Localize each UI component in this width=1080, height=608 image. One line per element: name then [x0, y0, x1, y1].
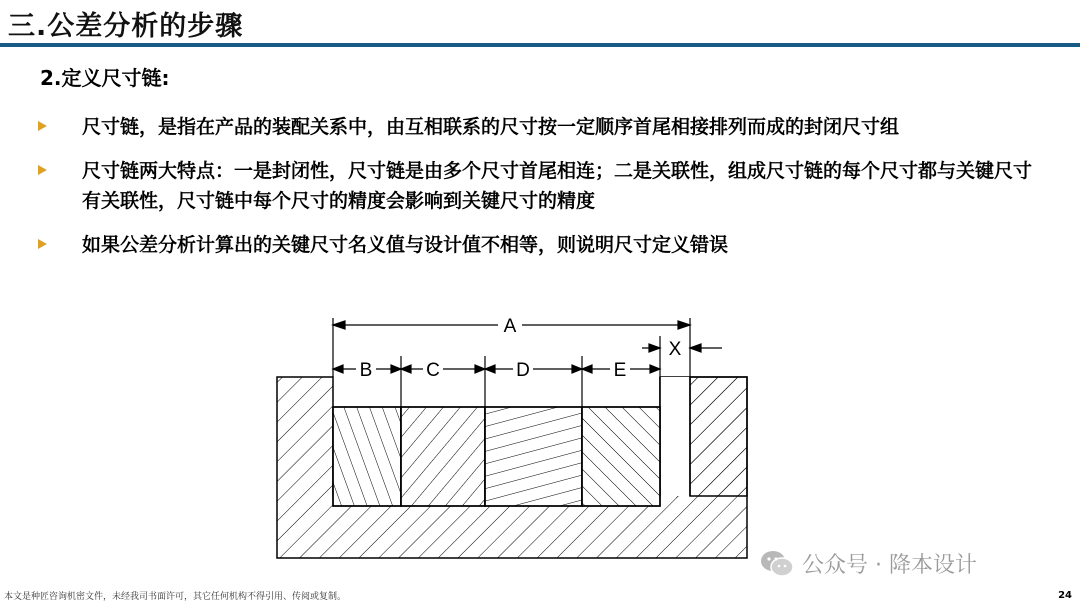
housing-right-wall	[690, 377, 747, 496]
bullet-item	[38, 112, 1038, 142]
label-d: D	[516, 360, 530, 381]
gap-x	[660, 377, 690, 496]
bullet-item	[38, 230, 1038, 260]
section-heading: 2.定义尺寸链:	[40, 66, 170, 90]
label-b: B	[359, 360, 373, 381]
label-e: E	[613, 360, 627, 381]
watermark	[760, 548, 977, 579]
bullet-text: 尺寸链，是指在产品的装配关系中，由互相联系的尺寸按一定顺序首尾相接排列而成的封闭尺寸组	[82, 116, 900, 138]
confidentiality-notice: 本文是种匠咨询机密文件，未经我司书面许可，其它任何机构不得引用、传阅或复制。	[4, 592, 347, 602]
label-a: A	[503, 316, 517, 337]
bullet-text: 尺寸链两大特点：一是封闭性，尺寸链是由多个尺寸首尾相连；二是关联性，组成尺寸链的每个尺寸都与关键尺寸有关联性，尺寸链中每个尺寸的精度会影响到关键尺寸的精度	[82, 160, 1033, 212]
bullet-text: 如果公差分析计算出的关键尺寸名义值与设计值不相等，则说明尺寸定义错误	[82, 234, 729, 256]
label-c: C	[426, 360, 440, 381]
dimension-chain-diagram	[270, 310, 760, 560]
wechat-icon	[760, 550, 794, 578]
label-x: X	[668, 339, 682, 360]
slide-title: 三.公差分析的步骤	[8, 11, 244, 42]
watermark-text: 公众号 · 降本设计	[802, 553, 977, 578]
bullet-arrow-icon	[38, 165, 47, 175]
bullet-item	[38, 156, 1038, 216]
page-number: 24	[1058, 590, 1072, 601]
bullet-arrow-icon	[38, 239, 47, 249]
title-divider	[0, 43, 1080, 47]
bullet-arrow-icon	[38, 121, 47, 131]
bullet-list	[38, 112, 1038, 274]
